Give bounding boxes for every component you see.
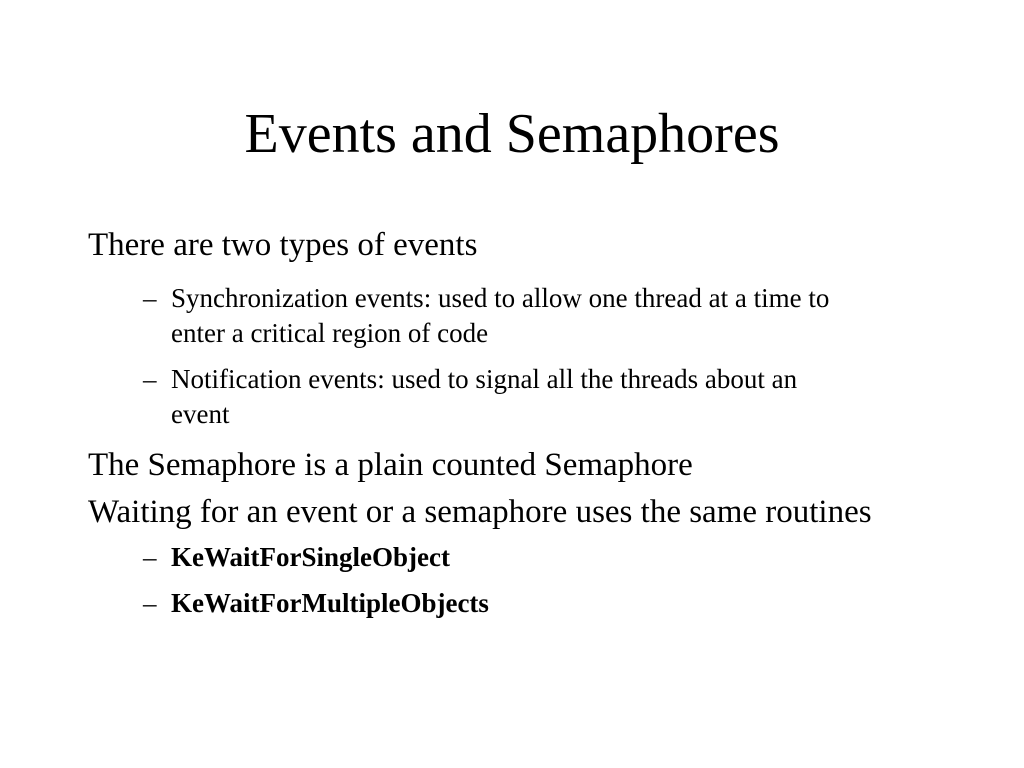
sub-bullet-text: KeWaitForMultipleObjects	[171, 588, 489, 618]
slide-body	[88, 226, 938, 632]
bullet-plain-counted-semaphore: The Semaphore is a plain counted Semaphore	[88, 447, 693, 483]
sub-bullet-kewaitformultipleobjects	[143, 586, 841, 621]
sub-bullet-kewaitforsingleobject	[143, 540, 841, 575]
bullet-waiting-routines: Waiting for an event or a semaphore uses the same routines	[88, 494, 872, 530]
sub-bullet-notification-events	[143, 362, 841, 432]
slide-title: Events and Semaphores	[244, 103, 780, 165]
dash-marker: –	[143, 588, 157, 618]
dash-marker: –	[143, 364, 157, 394]
sub-bullet-text: Notification events: used to signal all the threads about an event	[171, 364, 798, 429]
dash-marker: –	[143, 542, 157, 572]
dash-marker: –	[143, 283, 157, 313]
sub-bullet-text: Synchronization events: used to allow one thread at a time to enter a critical region of code	[171, 283, 830, 348]
bullet-two-types-of-events: There are two types of events	[88, 227, 478, 263]
sub-bullet-synchronization-events	[143, 281, 841, 351]
sub-bullet-text: KeWaitForSingleObject	[171, 542, 450, 572]
